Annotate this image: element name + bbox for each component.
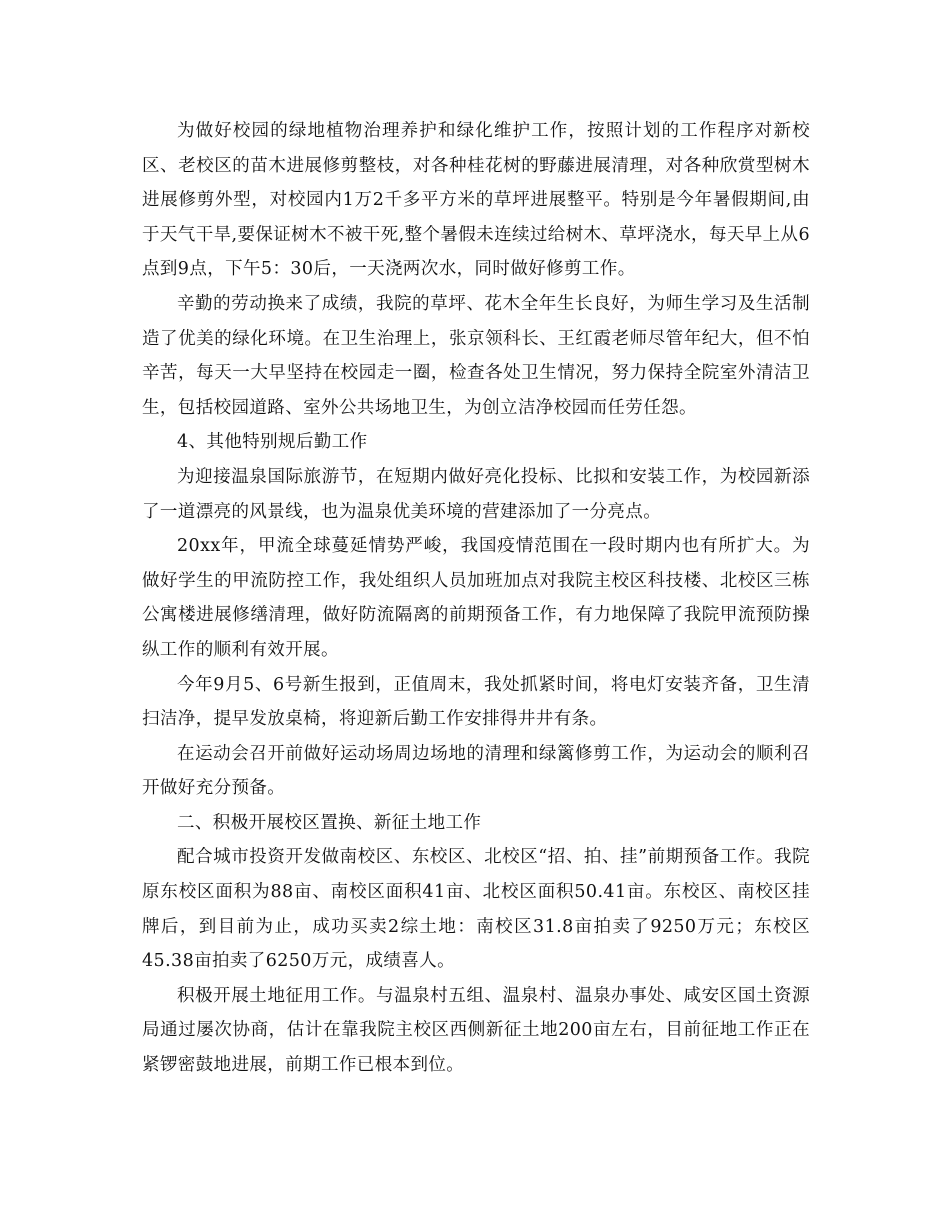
document-body <box>142 114 810 1083</box>
paragraph-sports-meet: 在运动会召开前做好运动场周边场地的清理和绿篱修剪工作，为运动会的顺利召开做好充分预备。 <box>142 743 810 799</box>
paragraph-greening-results: 辛勤的劳动换来了成绩，我院的草坪、花木全年生长良好，为师生学习及生活制造了优美的绿化环境。在卫生治理上，张京领科长、王红霞老师尽管年纪大，但不怕辛苦，每天一大早坚持在校园走一圈，检查各处卫生情况，努力保持全院室外清洁卫生，包括校园道路、室外公共场地卫生，为创立洁净校园而任劳任怨。 <box>142 293 810 418</box>
paragraph-flu-prevention: 20xx年，甲流全球蔓延情势严峻，我国疫情范围在一段时期内也有所扩大。为做好学生的甲流防控工作，我处组织人员加班加点对我院主校区科技楼、北校区三栋公寓楼进展修缮清理，做好防流隔离的前期预备工作，有力地保障了我院甲流预防操纵工作的顺利有效开展。 <box>142 536 810 660</box>
section-heading-campus-land: 二、积极开展校区置换、新征土地工作 <box>177 812 482 833</box>
paragraph-land-auction: 配合城市投资开发做南校区、东校区、北校区“招、拍、挂”前期预备工作。我院原东校区面积为88亩、南校区面积41亩、北校区面积50.41亩。东校区、南校区挂牌后，到目前为止，成功买卖2综土地：南校区31.8亩拍卖了9250万元；东校区45.38亩拍卖了6250万元，成绩喜人。 <box>142 847 810 972</box>
paragraph-tourism-festival: 为迎接温泉国际旅游节，在短期内做好亮化投标、比拟和安装工作，为校园新添了一道漂亮的风景线，也为温泉优美环境的营建添加了一分亮点。 <box>142 466 810 522</box>
paragraph-new-students: 今年9月5、6号新生报到，正值周末，我处抓紧时间，将电灯安装齐备，卫生清扫洁净，提早发放桌椅，将迎新后勤工作安排得井井有条。 <box>142 674 810 730</box>
paragraph-greening-maintenance: 为做好校园的绿地植物治理养护和绿化维护工作，按照计划的工作程序对新校区、老校区的苗木进展修剪整枝，对各种桂花树的野藤进展清理，对各种欣赏型树木进展修剪外型，对校园内1万2千多平方米的草坪进展整平。特别是今年暑假期间,由于天气干旱,要保证树木不被干死,整个暑假未连续过给树木、草坪浇水，每天早上从6点到9点，下午5：30后，一天浇两次水，同时做好修剪工作。 <box>142 121 810 280</box>
section-heading-other-logistics: 4、其他特别规后勤工作 <box>177 432 368 453</box>
paragraph-land-acquisition: 积极开展土地征用工作。与温泉村五组、温泉村、温泉办事处、咸安区国土资源局通过屡次协商，估计在靠我院主校区西侧新征土地200亩左右，目前征地工作正在紧锣密鼓地进展，前期工作已根本到位。 <box>142 985 810 1076</box>
